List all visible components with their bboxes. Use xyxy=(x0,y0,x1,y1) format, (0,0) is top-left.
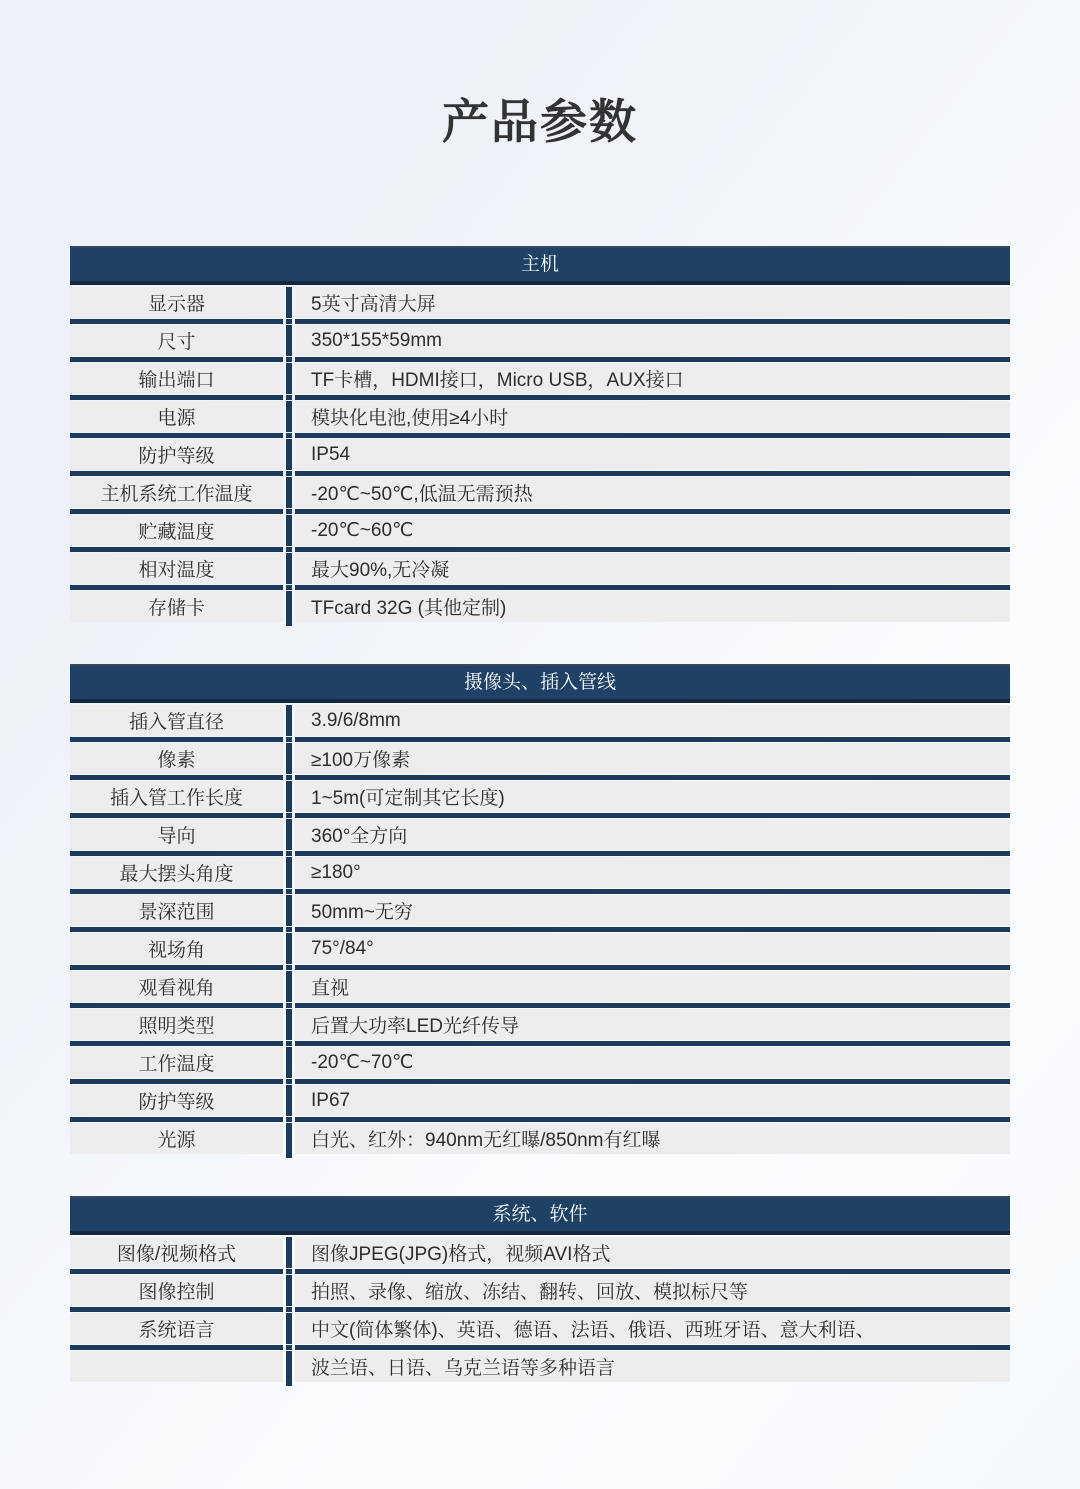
row-separator xyxy=(70,1117,1010,1122)
row-label: 尺寸 xyxy=(70,325,283,356)
separator-left xyxy=(70,1269,283,1274)
row-value: IP54 xyxy=(295,439,1010,470)
row-separator xyxy=(70,889,1010,894)
row-label: 防护等级 xyxy=(70,439,283,470)
row-label xyxy=(70,1351,283,1382)
row-separator xyxy=(70,509,1010,514)
row-label: 输出端口 xyxy=(70,363,283,394)
row-label: 相对温度 xyxy=(70,553,283,584)
table-body xyxy=(70,285,1010,622)
table-row xyxy=(70,287,1010,318)
separator-right xyxy=(295,965,1010,970)
tail-spacer xyxy=(70,1382,286,1386)
row-separator xyxy=(70,965,1010,970)
row-label: 像素 xyxy=(70,743,283,774)
row-label: 景深范围 xyxy=(70,895,283,926)
separator-right xyxy=(295,471,1010,476)
separator-left xyxy=(70,395,283,400)
separator-left xyxy=(70,1003,283,1008)
table-body xyxy=(70,1235,1010,1382)
separator-right xyxy=(295,357,1010,362)
row-separator xyxy=(70,585,1010,590)
tables-container xyxy=(70,246,1010,1386)
separator-right xyxy=(295,813,1010,818)
row-value: ≥180° xyxy=(295,857,1010,888)
row-value: 50mm~无穷 xyxy=(295,895,1010,926)
separator-right xyxy=(295,433,1010,438)
separator-left xyxy=(70,433,283,438)
row-value: 350*155*59mm xyxy=(295,325,1010,356)
table-tail xyxy=(70,1154,1010,1158)
separator-right xyxy=(295,1307,1010,1312)
row-label: 插入管直径 xyxy=(70,705,283,736)
separator-left xyxy=(70,889,283,894)
table-tail xyxy=(70,622,1010,626)
tail-rest xyxy=(292,622,1010,626)
separator-left xyxy=(70,775,283,780)
row-separator xyxy=(70,1041,1010,1046)
row-value: TFcard 32G (其他定制) xyxy=(295,591,1010,622)
row-separator xyxy=(70,433,1010,438)
row-separator xyxy=(70,775,1010,780)
row-value: 图像JPEG(JPG)格式，视频AVI格式 xyxy=(295,1237,1010,1268)
separator-right xyxy=(295,547,1010,552)
row-value: -20℃~50℃,低温无需预热 xyxy=(295,477,1010,508)
table-row xyxy=(70,1351,1010,1382)
separator-left xyxy=(70,1079,283,1084)
separator-right xyxy=(295,1269,1010,1274)
row-value: 360°全方向 xyxy=(295,819,1010,850)
row-separator xyxy=(70,1307,1010,1312)
table-row xyxy=(70,1237,1010,1268)
separator-left xyxy=(70,357,283,362)
separator-left xyxy=(70,585,283,590)
table-header xyxy=(70,664,1010,703)
separator-right xyxy=(295,509,1010,514)
table-row xyxy=(70,857,1010,888)
row-label: 系统语言 xyxy=(70,1313,283,1344)
separator-left xyxy=(70,547,283,552)
table-row xyxy=(70,1275,1010,1306)
row-value: 拍照、录像、缩放、冻结、翻转、回放、模拟标尺等 xyxy=(295,1275,1010,1306)
row-value: 最大90%,无冷凝 xyxy=(295,553,1010,584)
table-row xyxy=(70,1047,1010,1078)
row-label: 图像/视频格式 xyxy=(70,1237,283,1268)
separator-right xyxy=(295,1117,1010,1122)
table-body xyxy=(70,703,1010,1154)
separator-right xyxy=(295,1345,1010,1350)
row-label: 存储卡 xyxy=(70,591,283,622)
table-row xyxy=(70,325,1010,356)
separator-right xyxy=(295,889,1010,894)
separator-left xyxy=(70,965,283,970)
table-row xyxy=(70,401,1010,432)
row-separator xyxy=(70,547,1010,552)
row-value: 75°/84° xyxy=(295,933,1010,964)
table-row xyxy=(70,781,1010,812)
spec-table xyxy=(70,1196,1010,1386)
row-label: 导向 xyxy=(70,819,283,850)
row-separator xyxy=(70,851,1010,856)
tail-rest xyxy=(292,1382,1010,1386)
row-separator xyxy=(70,319,1010,324)
table-row xyxy=(70,515,1010,546)
separator-left xyxy=(70,813,283,818)
row-label: 工作温度 xyxy=(70,1047,283,1078)
row-separator xyxy=(70,927,1010,932)
separator-left xyxy=(70,1345,283,1350)
row-value: -20℃~70℃ xyxy=(295,1047,1010,1078)
separator-left xyxy=(70,509,283,514)
spec-table xyxy=(70,246,1010,626)
row-value: 波兰语、日语、乌克兰语等多种语言 xyxy=(295,1351,1010,1382)
separator-right xyxy=(295,927,1010,932)
row-value: -20℃~60℃ xyxy=(295,515,1010,546)
table-header-label: 系统、软件 xyxy=(492,1204,588,1226)
separator-right xyxy=(295,1079,1010,1084)
row-value: 1~5m(可定制其它长度) xyxy=(295,781,1010,812)
separator-left xyxy=(70,1307,283,1312)
table-row xyxy=(70,1313,1010,1344)
table-row xyxy=(70,553,1010,584)
tail-spacer xyxy=(70,1154,286,1158)
table-row xyxy=(70,1085,1010,1116)
row-separator xyxy=(70,395,1010,400)
row-value: IP67 xyxy=(295,1085,1010,1116)
row-label: 最大摆头角度 xyxy=(70,857,283,888)
separator-right xyxy=(295,851,1010,856)
separator-right xyxy=(295,737,1010,742)
row-separator xyxy=(70,1269,1010,1274)
table-header xyxy=(70,1196,1010,1235)
row-value: 后置大功率LED光纤传导 xyxy=(295,1009,1010,1040)
table-row xyxy=(70,933,1010,964)
table-tail xyxy=(70,1382,1010,1386)
row-value: 3.9/6/8mm xyxy=(295,705,1010,736)
table-row xyxy=(70,477,1010,508)
separator-left xyxy=(70,1041,283,1046)
table-header-label: 摄像头、插入管线 xyxy=(463,672,616,694)
row-label: 视场角 xyxy=(70,933,283,964)
tail-rest xyxy=(292,1154,1010,1158)
spec-table xyxy=(70,664,1010,1158)
row-label: 防护等级 xyxy=(70,1085,283,1116)
row-label: 图像控制 xyxy=(70,1275,283,1306)
table-row xyxy=(70,743,1010,774)
table-header-label: 主机 xyxy=(520,254,559,276)
row-label: 贮藏温度 xyxy=(70,515,283,546)
row-separator xyxy=(70,813,1010,818)
tail-spacer xyxy=(70,622,286,626)
row-separator xyxy=(70,471,1010,476)
table-row xyxy=(70,895,1010,926)
table-row xyxy=(70,439,1010,470)
table-row xyxy=(70,705,1010,736)
row-separator xyxy=(70,357,1010,362)
row-value: 白光、红外：940nm无红曝/850nm有红曝 xyxy=(295,1123,1010,1154)
row-value: TF卡槽，HDMI接口，Micro USB，AUX接口 xyxy=(295,363,1010,394)
row-label: 插入管工作长度 xyxy=(70,781,283,812)
row-label: 电源 xyxy=(70,401,283,432)
row-label: 显示器 xyxy=(70,287,283,318)
row-value: ≥100万像素 xyxy=(295,743,1010,774)
row-label: 主机系统工作温度 xyxy=(70,477,283,508)
row-value: 中文(简体繁体)、英语、德语、法语、俄语、西班牙语、意大利语、 xyxy=(295,1313,1010,1344)
separator-right xyxy=(295,585,1010,590)
row-label: 观看视角 xyxy=(70,971,283,1002)
table-row xyxy=(70,819,1010,850)
table-header xyxy=(70,246,1010,285)
row-value: 直视 xyxy=(295,971,1010,1002)
separator-right xyxy=(295,395,1010,400)
separator-left xyxy=(70,851,283,856)
separator-left xyxy=(70,927,283,932)
row-label: 照明类型 xyxy=(70,1009,283,1040)
row-separator xyxy=(70,1079,1010,1084)
separator-right xyxy=(295,1041,1010,1046)
table-row xyxy=(70,1009,1010,1040)
row-separator xyxy=(70,737,1010,742)
row-separator xyxy=(70,1345,1010,1350)
separator-left xyxy=(70,1117,283,1122)
table-row xyxy=(70,1123,1010,1154)
row-value: 模块化电池,使用≥4小时 xyxy=(295,401,1010,432)
separator-right xyxy=(295,775,1010,780)
row-label: 光源 xyxy=(70,1123,283,1154)
separator-left xyxy=(70,319,283,324)
table-row xyxy=(70,363,1010,394)
separator-left xyxy=(70,471,283,476)
table-row xyxy=(70,971,1010,1002)
separator-right xyxy=(295,1003,1010,1008)
table-row xyxy=(70,591,1010,622)
page-title: 产品参数 xyxy=(442,95,638,149)
separator-left xyxy=(70,737,283,742)
row-separator xyxy=(70,1003,1010,1008)
separator-right xyxy=(295,319,1010,324)
row-value: 5英寸高清大屏 xyxy=(295,287,1010,318)
